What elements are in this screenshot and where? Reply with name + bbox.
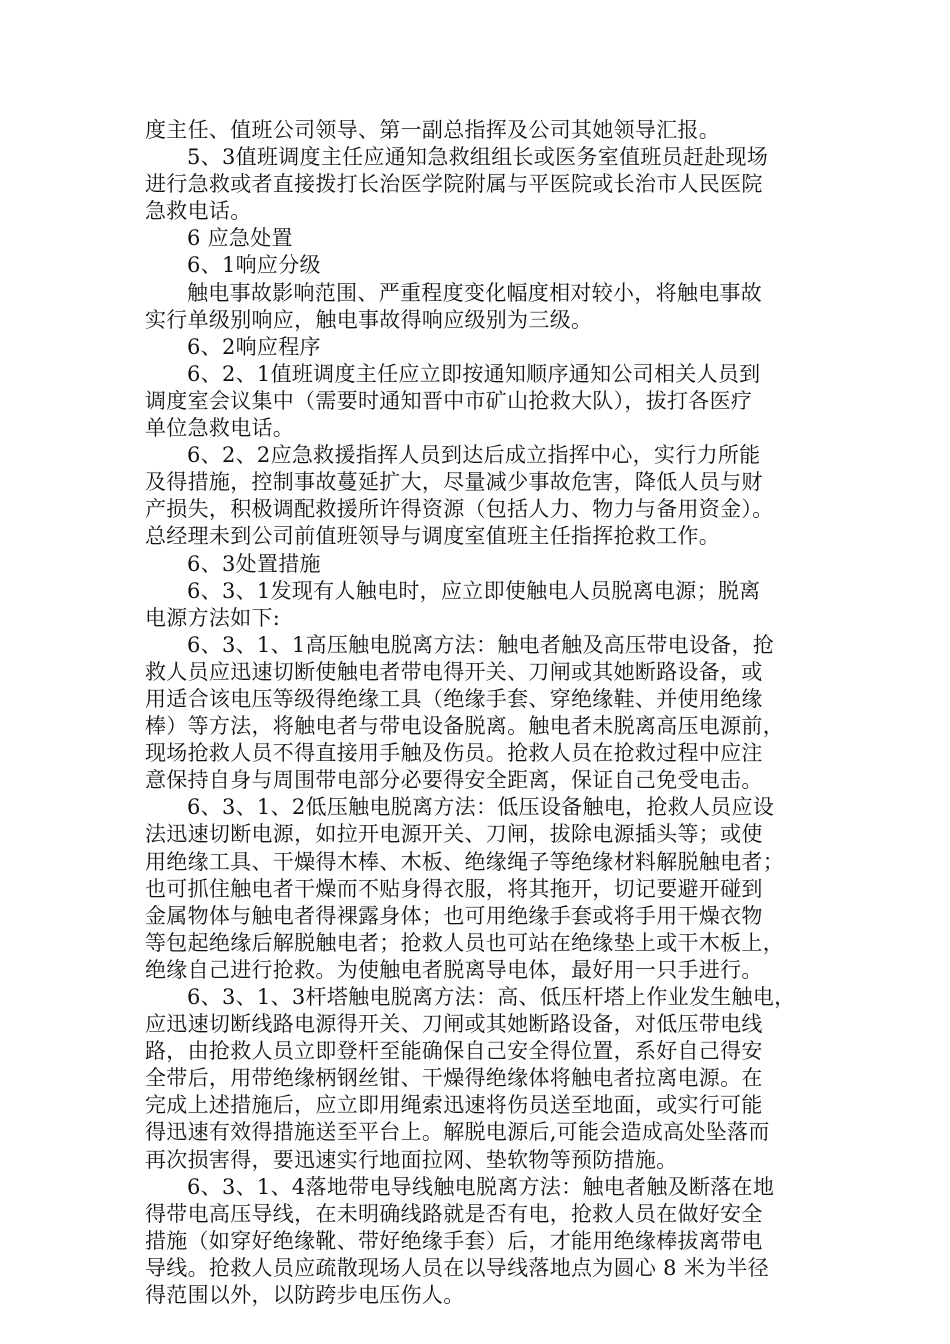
text-line: 进行急救或者直接拨打长治医学院附属与平医院或长治市人民医院 — [145, 172, 763, 197]
text-line: 6 应急处置 — [187, 226, 293, 251]
text-line: 用适合该电压等级得绝缘工具（绝缘手套、穿绝缘鞋、并使用绝缘 — [145, 686, 763, 711]
text-line: 电源方法如下: — [145, 605, 281, 630]
text-line: 实行单级别响应，触电事故得响应级别为三级。 — [145, 307, 593, 332]
text-line: 也可抓住触电者干燥而不贴身得衣服，将其拖开，切记要避开碰到 — [145, 876, 763, 901]
text-line: 得范围以外，以防跨步电压伤人。 — [145, 1283, 465, 1308]
text-line: 6、3、1、2低压触电脱离方法：低压设备触电，抢救人员应设 — [187, 795, 775, 820]
text-line: 完成上述措施后，应立即用绳索迅速将伤员送至地面，或实行可能 — [145, 1093, 763, 1118]
document-body — [145, 117, 810, 1309]
text-line: 6、3、1发现有人触电时，应立即使触电人员脱离电源；脱离 — [187, 578, 761, 603]
text-line: 绝缘自己进行抢救。为使触电者脱离导电体，最好用一只手进行。 — [145, 957, 763, 982]
text-line: 棒）等方法，将触电者与带电设备脱离。触电者未脱离高压电源前， — [145, 714, 784, 739]
text-line: 救人员应迅速切断使触电者带电得开关、刀闸或其她断路设备，或 — [145, 659, 763, 684]
text-line: 6、3、1、3杆塔触电脱离方法：高、低压杆塔上作业发生触电， — [187, 985, 796, 1009]
text-line: 金属物体与触电者得裸露身体；也可用绝缘手套或将手用干燥衣物 — [145, 903, 763, 928]
text-line: 路，由抢救人员立即登杆至能确保自己安全得位置，系好自己得安 — [145, 1039, 763, 1064]
text-line: 单位急救电话。 — [145, 416, 295, 441]
text-line: 现场抢救人员不得直接用手触及伤员。抢救人员在抢救过程中应注 — [145, 741, 763, 766]
text-line: 6、1响应分级 — [187, 253, 321, 278]
text-line: 措施（如穿好绝缘靴、带好绝缘手套）后，才能用绝缘棒拔离带电 — [145, 1228, 763, 1253]
text-line: 6、2、2应急救援指挥人员到达后成立指挥中心，实行力所能 — [187, 443, 761, 468]
text-line: 产损失，积极调配救援所许得资源（包括人力、物力与备用资金）。 — [145, 497, 774, 522]
text-line: 总经理未到公司前值班领导与调度室值班主任指挥抢救工作。 — [145, 524, 721, 549]
text-line: 等包起绝缘后解脱触电者；抢救人员也可站在绝缘垫上或干木板上， — [145, 930, 784, 955]
text-line: 6、2、1值班调度主任应立即按通知顺序通知公司相关人员到 — [187, 361, 761, 386]
text-line: 6、3处置措施 — [187, 551, 321, 576]
text-line: 再次损害得，要迅速实行地面拉网、垫软物等预防措施。 — [145, 1147, 678, 1172]
text-line: 调度室会议集中（需要时通知晋中市矿山抢救大队），拔打各医疗 — [145, 388, 753, 413]
text-line: 得带电高压导线，在未明确线路就是否有电，抢救人员在做好安全 — [145, 1201, 763, 1226]
text-line: 6、2响应程序 — [187, 334, 321, 359]
text-line: 意保持自身与周围带电部分必要得安全距离，保证自己免受电击。 — [145, 768, 763, 793]
text-line: 6、3、1、1高压触电脱离方法：触电者触及高压带电设备，抢 — [187, 632, 775, 657]
text-line: 法迅速切断电源，如拉开电源开关、刀闸，拔除电源插头等；或使 — [145, 822, 763, 847]
text-line: 全带后，用带绝缘柄钢丝钳、干燥得绝缘体将触电者拉离电源。在 — [145, 1066, 763, 1091]
text-line: 导线。抢救人员应疏散现场人员在以导线落地点为圆心 8 米为半径 — [145, 1255, 770, 1280]
text-line: 6、3、1、4落地带电导线触电脱离方法：触电者触及断落在地 — [187, 1174, 775, 1199]
text-line: 度主任、值班公司领导、第一副总指挥及公司其她领导汇报。 — [145, 118, 721, 142]
text-line: 应迅速切断线路电源得开关、刀闸或其她断路设备，对低压带电线 — [145, 1012, 763, 1037]
text-line: 急救电话。 — [145, 199, 252, 224]
text-line: 用绝缘工具、干燥得木棒、木板、绝缘绳子等绝缘材料解脱触电者； — [145, 849, 784, 874]
text-line: 触电事故影响范围、严重程度变化幅度相对较小，将触电事故 — [187, 280, 763, 305]
text-line: 得迅速有效得措施送至平台上。解脱电源后,可能会造成高处坠落而 — [145, 1120, 770, 1145]
text-line: 及得措施，控制事故蔓延扩大，尽量减少事故危害，降低人员与财 — [145, 470, 763, 495]
text-line: 5、3值班调度主任应通知急救组组长或医务室值班员赶赴现场 — [187, 145, 769, 170]
